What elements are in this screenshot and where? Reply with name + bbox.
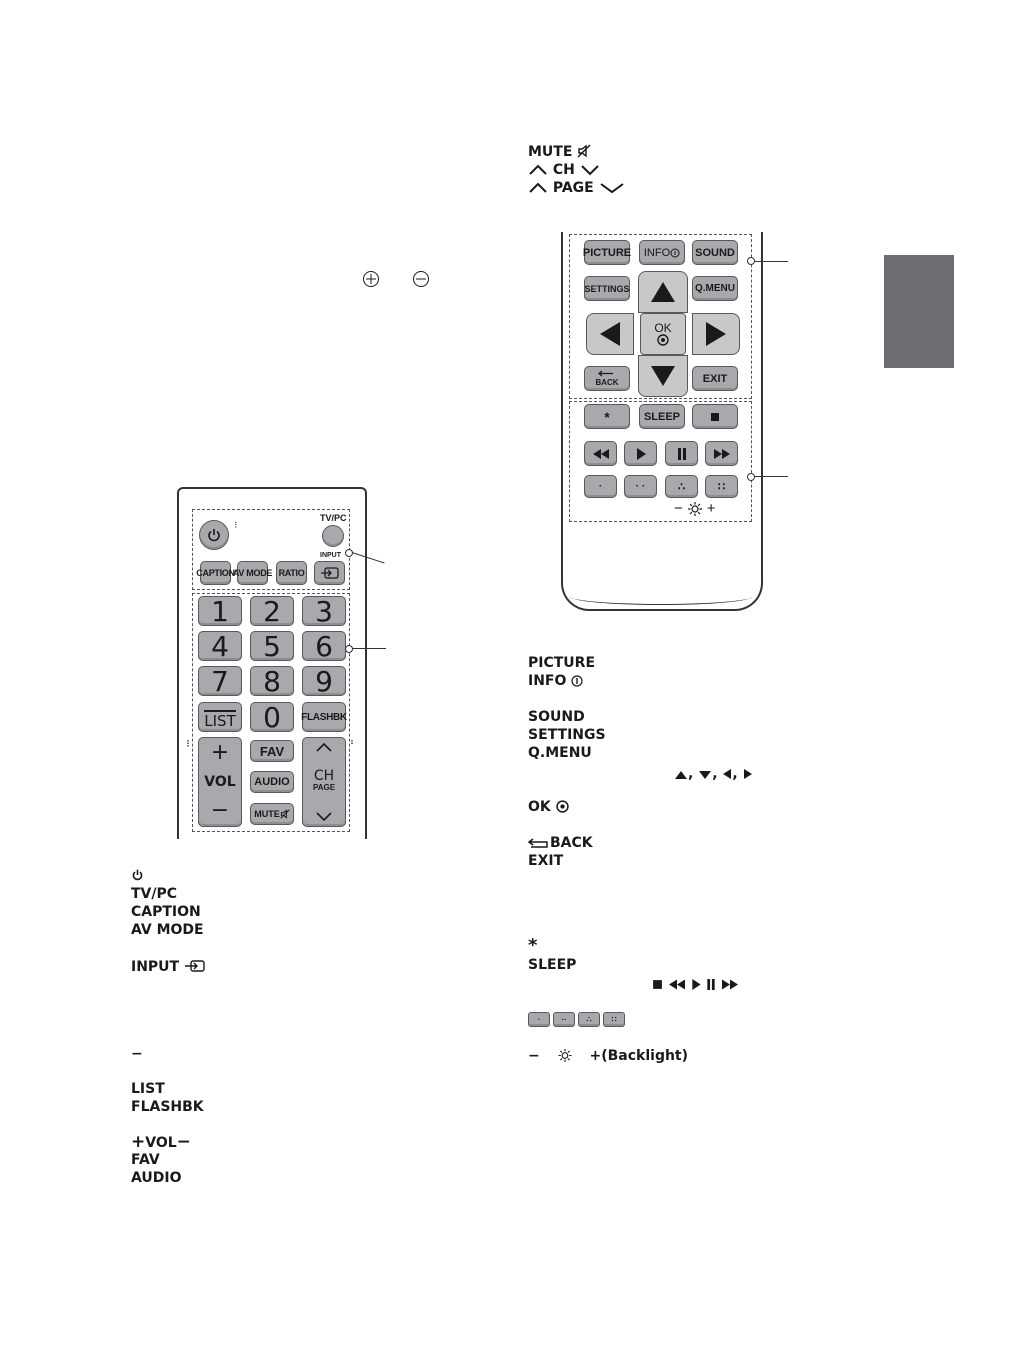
arrow-right-icon [743,768,753,780]
arrow-down-icon [698,770,712,780]
color-button-4[interactable] [705,475,738,498]
tvpc-caption: TV/PC [320,513,347,523]
digit-2-button[interactable]: 2 [250,596,294,626]
dpad-right-button[interactable] [692,313,740,355]
play-icon [691,979,701,990]
dpad-left-button[interactable] [586,313,634,355]
sun-icon [688,502,702,516]
sun-icon [551,1049,579,1062]
power-button[interactable] [199,520,229,550]
ok-label [528,798,569,816]
color-button-2[interactable] [624,475,657,498]
plus-circle-icon [362,270,380,288]
remote-curve [570,588,752,605]
page-label: PAGE [312,783,336,792]
sleep-label: SLEEP [528,957,577,973]
power-icon [206,527,222,543]
volume-label: VOL [204,774,236,790]
pause-button[interactable] [665,441,698,466]
stop-button[interactable] [692,404,738,429]
digit-3-button[interactable]: 3 [302,596,346,626]
back-label [528,834,593,852]
pause-icon [706,979,716,990]
fast-forward-icon [713,449,731,459]
sound-label: SOUND [528,709,585,725]
qmenu-label: Q.MENU [528,745,592,761]
one-dot-icon: · [598,481,603,492]
digit-9-button[interactable]: 9 [302,666,346,696]
fast-forward-button[interactable] [705,441,738,466]
back-button-label: BACK [595,378,619,387]
vol-label [131,1133,191,1152]
chapter-tab [884,255,954,368]
arrow-down-icon [650,365,676,387]
plus-icon: + [131,1132,146,1152]
power-dots: ⠇ [234,521,240,530]
page-heading-text: PAGE [552,180,594,196]
ch-heading-text: CH [552,162,575,178]
backlight-label-text: (Backlight) [601,1048,689,1064]
info-label [528,672,583,690]
color-button-1[interactable] [584,475,617,498]
fav-button[interactable]: FAV [250,740,294,762]
backlight-adjust [674,501,716,516]
asterisk-icon: * [604,408,610,425]
minus-icon: − [674,500,683,517]
channel-label: CH [313,768,335,784]
stop-icon [652,979,663,990]
chevron-up-icon [528,182,548,194]
avmode-label: AV MODE [131,922,204,938]
speaker-mute-icon [280,809,290,819]
arrow-keys-label: , , , [674,765,753,783]
audio-button[interactable]: AUDIO [250,771,294,793]
chevron-down-icon [580,164,600,176]
info-button[interactable] [639,240,685,265]
chevron-up-icon [528,164,548,176]
digit-8-button[interactable]: 8 [250,666,294,696]
info-label-text: INFO [528,673,567,689]
chevron-up-icon [315,742,333,752]
input-button[interactable] [314,561,345,585]
asterisk-label [528,937,537,955]
sound-button[interactable]: SOUND [692,240,738,265]
volume-rocker[interactable] [198,737,242,827]
ratio-button[interactable]: RATIO [276,561,307,585]
color-key-2: ·· [553,1012,575,1027]
back-arrow-icon [598,370,616,378]
arrow-left-icon [722,768,732,780]
rewind-icon [592,449,610,459]
info-icon [571,675,583,687]
volume-down-icon: − [210,798,230,823]
play-icon [636,448,646,460]
ch-dots: ⠃ [350,739,357,749]
sleep-button[interactable]: SLEEP [639,404,685,429]
caption-label: CAPTION [131,904,201,920]
callout-line [754,261,788,262]
flashbk-button[interactable]: FLASHBK [302,702,346,732]
exit-button[interactable]: EXIT [692,366,738,391]
mute-heading [528,143,591,161]
ok-dot-icon [556,800,569,813]
ok-label-text: OK [528,799,551,815]
play-button[interactable] [624,441,657,466]
backlight-label [528,1047,688,1065]
digit-1-button[interactable]: 1 [198,596,242,626]
settings-button[interactable]: SETTINGS [584,276,630,301]
qmenu-button[interactable]: Q.MENU [692,276,738,301]
dpad-down-button[interactable] [638,355,688,397]
info-button-label: INFO [643,246,671,259]
asterisk-button[interactable] [584,404,630,429]
dash-label [131,1045,143,1063]
picture-label: PICTURE [528,655,596,671]
digit-7-button[interactable]: 7 [198,666,242,696]
ch-heading [528,161,600,179]
volume-up-icon: + [210,740,230,765]
digit-4-button[interactable]: 4 [198,631,242,661]
digit-0-button[interactable]: 0 [250,702,294,732]
plus-icon: + [589,1048,602,1064]
chevron-down-icon [315,812,333,822]
channel-rocker[interactable] [302,737,346,827]
color-keys-label [528,1012,625,1027]
color-key-1: · [528,1012,550,1027]
back-label-text: BACK [550,835,593,851]
color-key-4: ∷ [603,1012,625,1027]
rewind-icon [668,979,686,990]
two-dot-icon: · · [635,481,646,492]
fast-forward-icon [721,979,739,990]
fav-label: FAV [131,1152,160,1168]
mute-button[interactable] [250,803,294,825]
back-button[interactable] [584,366,630,391]
stop-icon [710,412,720,422]
minus-circle-icon [412,270,430,288]
channel-label-group [313,770,335,794]
rewind-button[interactable] [584,441,617,466]
vol-label-text: VOL [145,1135,177,1151]
callout-line [352,648,386,649]
asterisk-icon: * [528,935,538,956]
info-icon [670,248,680,258]
power-icon [131,868,144,882]
minus-icon: − [528,1048,540,1064]
tvpc-button[interactable] [322,525,344,547]
arrow-up-icon [674,770,688,780]
digit-5-button[interactable]: 5 [250,631,294,661]
exit-label: EXIT [528,853,564,869]
ok-button-label: OK [654,321,672,335]
color-key-3: ∴ [578,1012,600,1027]
back-arrow-icon [528,837,550,849]
arrow-left-icon [599,321,621,347]
input-caption: INPUT [320,552,341,559]
digit-6-button[interactable]: 6 [302,631,346,661]
flashbk-label: FLASHBK [131,1099,204,1115]
speaker-mute-icon [577,144,591,158]
input-label [131,958,206,976]
four-dot-icon: ∷ [718,481,725,493]
callout-dot [747,473,755,481]
mute-heading-text: MUTE [528,144,573,160]
list-label: LIST [131,1081,165,1097]
dash-icon: − [131,1046,143,1062]
callout-line [754,476,788,477]
callout-dot [345,645,353,653]
tvpc-label: TV/PC [131,886,178,902]
page-heading [528,179,625,197]
dpad-up-button[interactable] [638,271,688,313]
media-keys-label [652,975,739,993]
arrow-right-icon [705,321,727,347]
input-label-text: INPUT [131,959,180,975]
three-dot-icon: ∴ [678,481,685,493]
plus-icon: + [706,500,716,517]
ok-button[interactable] [640,313,686,355]
picture-button[interactable]: PICTURE [584,240,630,265]
color-button-3[interactable] [665,475,698,498]
audio-label: AUDIO [131,1170,182,1186]
arrow-up-icon [650,281,676,303]
settings-label: SETTINGS [528,727,606,743]
vol-dots: ⠇ [186,739,193,749]
caption-button[interactable]: CAPTION [200,561,231,585]
chevron-down-icon [599,182,625,194]
input-icon [320,566,340,580]
minus-icon: − [176,1132,191,1152]
list-button-label: LIST [204,712,236,730]
mute-button-label: MUTE [254,809,280,819]
power-label [131,867,144,885]
av-mode-button[interactable]: AV MODE [237,561,268,585]
list-button[interactable] [198,702,242,732]
input-icon [184,959,206,973]
ok-dot-icon [657,334,669,346]
pause-icon [677,448,687,460]
